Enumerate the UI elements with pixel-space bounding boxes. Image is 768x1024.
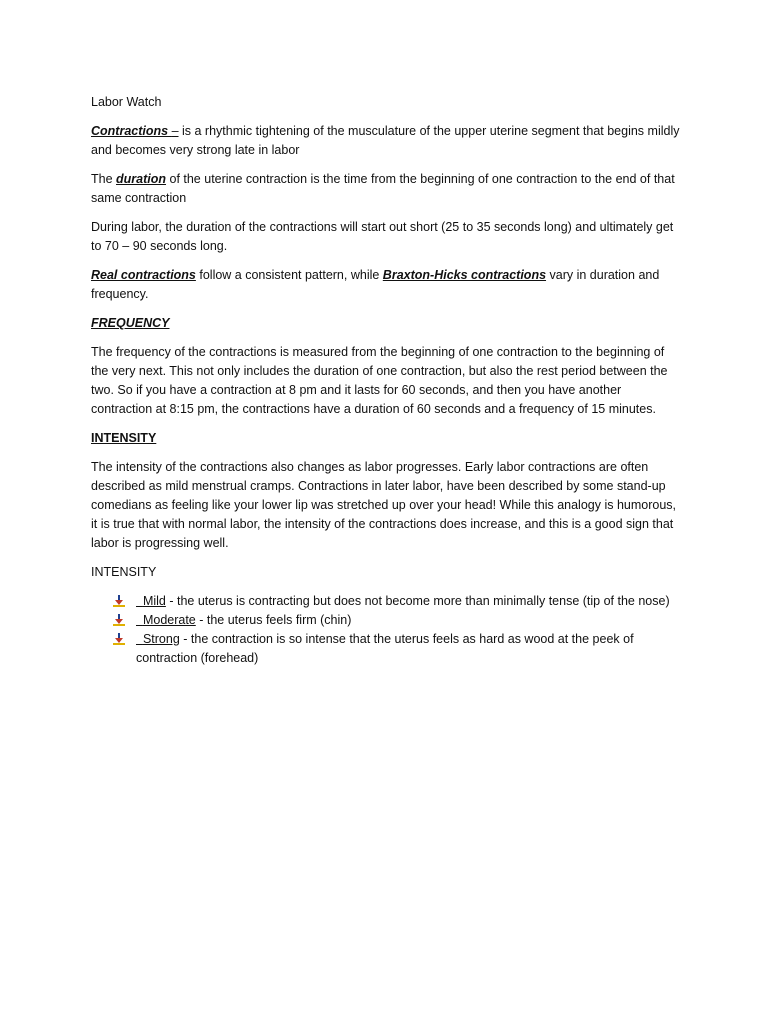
term-real-contractions: Real contractions bbox=[91, 268, 196, 282]
level-description: - the contraction is so intense that the uterus feels as hard as wood at the peek of contraction (forehead) bbox=[136, 632, 634, 665]
arrow-bullet-icon bbox=[113, 595, 125, 608]
paragraph-real-vs-braxton bbox=[91, 266, 681, 304]
paragraph-frequency: The frequency of the contractions is measured from the beginning of one contraction to the beginning of the very next. This not only includes the duration of one contraction, but also the rest period between the two. So if you have a contraction at 8 pm and it lasts for 60 seconds, and then you have another contraction at 8:15 pm, the contractions have a duration of 60 seconds and a frequency of 15 minutes. bbox=[91, 345, 668, 416]
level-description: - the uterus is contracting but does not become more than minimally tense (tip of the nose) bbox=[165, 594, 670, 608]
comparison-end: vary in duration and frequency. bbox=[91, 268, 660, 301]
arrow-bullet-icon bbox=[113, 633, 125, 646]
list-item-strong bbox=[91, 630, 681, 668]
heading-intensity: INTENSITY bbox=[91, 431, 157, 445]
dash: – bbox=[171, 124, 179, 138]
level-label-mild: Mild bbox=[142, 594, 166, 608]
heading-frequency: FREQUENCY bbox=[91, 316, 170, 330]
document-title: Labor Watch bbox=[91, 95, 162, 109]
duration-prefix: The bbox=[91, 172, 117, 186]
level-name bbox=[136, 594, 166, 608]
term-braxton-hicks: Braxton-Hicks contractions bbox=[382, 268, 547, 282]
duration-text: of the uterine contraction is the time from the beginning of one contraction to the end of that same contraction bbox=[91, 172, 675, 205]
level-name bbox=[136, 632, 180, 646]
definition-text: is a rhythmic tightening of the musculature of the upper uterine segment that begins mildly and becomes very strong late in labor bbox=[91, 124, 680, 157]
term-contractions: Contractions bbox=[91, 124, 172, 138]
comparison-text: follow a consistent pattern, while bbox=[195, 268, 383, 282]
list-item-moderate bbox=[91, 611, 681, 630]
paragraph-intensity: The intensity of the contractions also changes as labor progresses. Early labor contractions are often described as mild menstrual cramps. Contractions in later labor, have been described by some stand-up comedians as feeling like your lower lip was stretched up over your head! While this analogy is humorous, it is true that with normal labor, the intensity of the contractions does increase, and this is a good sign that labor is progressing well. bbox=[91, 460, 677, 550]
level-description: - the uterus feels firm (chin) bbox=[195, 613, 352, 627]
level-name bbox=[136, 613, 196, 627]
list-item-mild bbox=[91, 592, 681, 611]
term-duration: duration bbox=[116, 172, 167, 186]
intensity-list bbox=[91, 592, 681, 668]
paragraph-duration bbox=[91, 170, 681, 208]
paragraph-contractions bbox=[91, 122, 681, 160]
arrow-bullet-icon bbox=[113, 614, 125, 627]
level-label-strong: Strong bbox=[142, 632, 180, 646]
level-label-moderate: Moderate bbox=[142, 613, 196, 627]
paragraph-duration-range: During labor, the duration of the contractions will start out short (25 to 35 seconds long) and ultimately get to 70 – 90 seconds long. bbox=[91, 220, 674, 253]
document-body bbox=[91, 93, 681, 668]
intensity-label: INTENSITY bbox=[91, 565, 157, 579]
